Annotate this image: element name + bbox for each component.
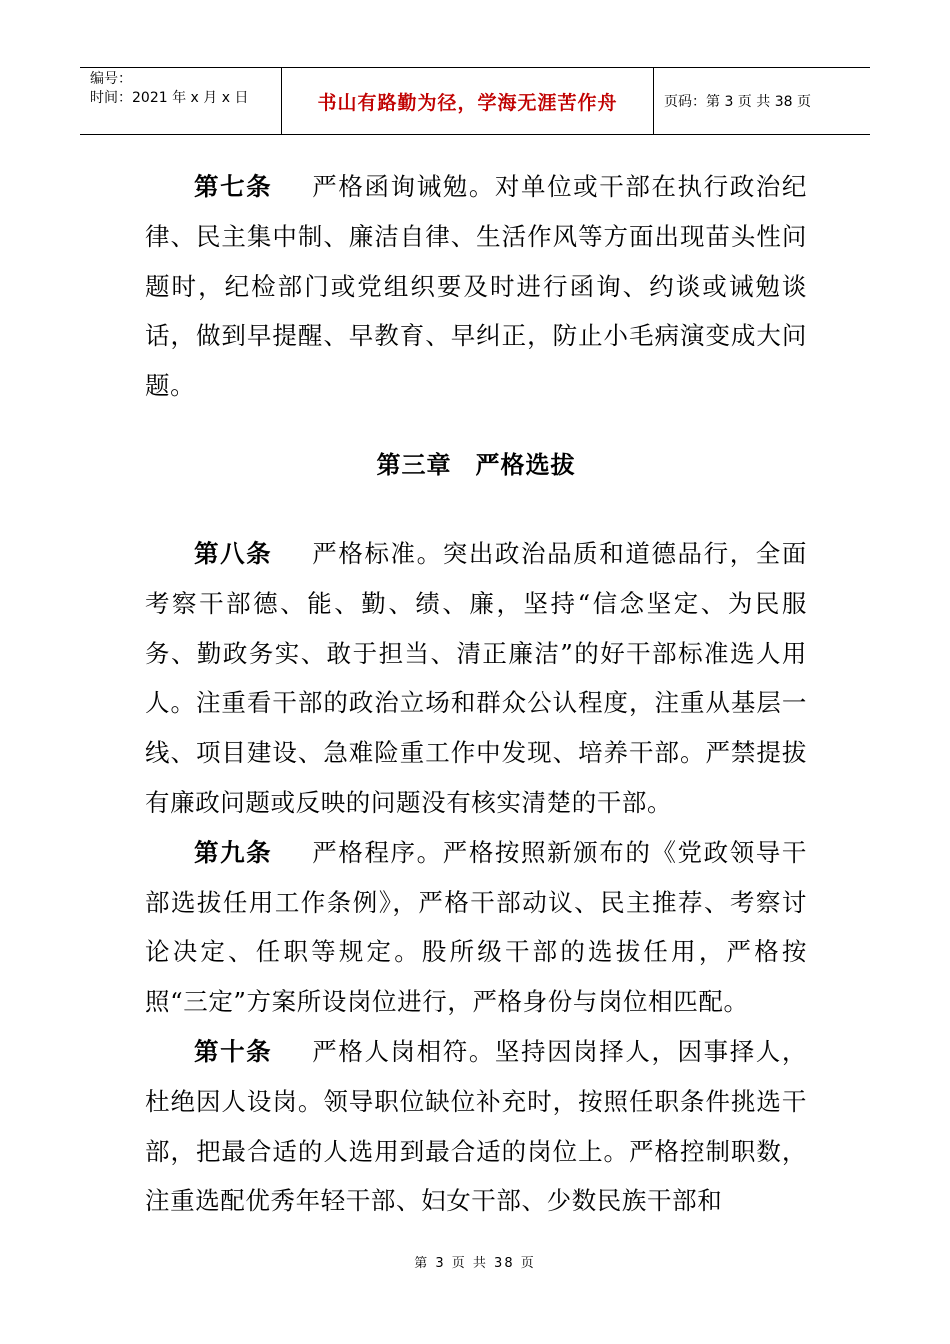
article-title: 第九条: [194, 837, 273, 867]
chapter-number: 第三章: [376, 450, 452, 479]
header-motto: 书山有路勤为径，学海无涯苦作舟: [282, 68, 654, 134]
header-meta: [80, 68, 282, 134]
document-body: [145, 162, 807, 1226]
time-label: 时间：2021 年 x 月 x 日: [90, 90, 249, 106]
article-text: 严格函询诫勉。对单位或干部在执行政治纪律、民主集中制、廉洁自律、生活作风等方面出现苗头性问题时，纪检部门或党组织要及时进行函询、约谈或诫勉谈话，做到早提醒、早教育、早纠正，防止小毛病演变成大问题。: [145, 172, 807, 401]
article-9: [145, 828, 807, 1027]
article-text: 严格标准。突出政治品质和道德品行，全面考察干部德、能、勤、绩、廉，坚持“信念坚定、为民服务、勤政务实、敢于担当、清正廉洁”的好干部标准选人用人。注重看干部的政治立场和群众公认程度，注重从基层一线、项目建设、急难险重工作中发现、培养干部。严禁提拔有廉政问题或反映的问题没有核实清楚的干部。: [145, 538, 807, 817]
article-text: 严格程序。严格按照新颁布的《党政领导干部选拔任用工作条例》，严格干部动议、民主推荐、考察讨论决定、任职等规定。股所级干部的选拔任用，严格按照“三定”方案所设岗位进行，严格身份与岗位相匹配。: [145, 837, 807, 1017]
page-footer: 第 3 页 共 38 页: [414, 1256, 536, 1271]
article-8: [145, 529, 807, 828]
article-title: 第十条: [194, 1036, 273, 1066]
article-10: [145, 1027, 807, 1226]
code-label: 编号：: [90, 71, 132, 87]
header-page-info: 页码：第 3 页 共 38 页: [664, 94, 811, 110]
article-title: 第八条: [194, 538, 273, 568]
document-header: [80, 67, 870, 135]
chapter-heading: [145, 445, 807, 485]
article-title: 第七条: [194, 172, 273, 201]
article-7: [145, 162, 807, 411]
chapter-title: 严格选拔: [475, 450, 576, 479]
article-text: 严格人岗相符。坚持因岗择人，因事择人，杜绝因人设岗。领导职位缺位补充时，按照任职条件挑选干部，把最合适的人选用到最合适的岗位上。严格控制职数，注重选配优秀年轻干部、妇女干部、少数民族干部和: [145, 1036, 807, 1216]
